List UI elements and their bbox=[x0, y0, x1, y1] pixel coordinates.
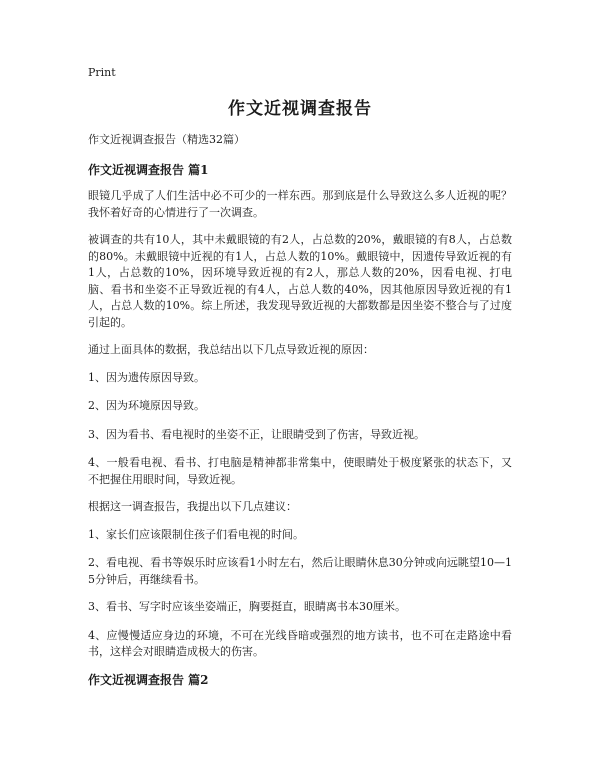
list-item: 2、因为环境原因导致。 bbox=[88, 399, 205, 412]
section-1 bbox=[88, 162, 512, 661]
list-item: 1、家长们应该限制住孩子们看电视的时间。 bbox=[88, 527, 304, 541]
section-2 bbox=[88, 672, 512, 688]
document-title: 作文近视调查报告 bbox=[228, 99, 372, 119]
section-heading: 作文近视调查报告 篇1 bbox=[88, 163, 209, 177]
document-page bbox=[88, 66, 512, 698]
print-label: Print bbox=[88, 66, 116, 79]
paragraph: 眼镜几乎成了人们生活中必不可少的一样东西。那到底是什么导致这么多人近视的呢？我怀着好奇的心情进行了一次调查。 bbox=[88, 189, 512, 219]
document-subtitle: 作文近视调查报告（精选32篇） bbox=[88, 133, 245, 146]
paragraph: 根据这一调查报告，我提出以下几点建议： bbox=[88, 500, 297, 513]
list-item: 4、应慢慢适应身边的环境，不可在光线昏暗或强烈的地方读书，也不可在走路途中看书，这样会对眼睛造成极大的伤害。 bbox=[88, 628, 512, 658]
list-item: 3、因为看书、看电视时的坐姿不正，让眼睛受到了伤害，导致近视。 bbox=[88, 427, 425, 441]
paragraph: 被调查的共有10人，其中未戴眼镜的有2人，占总数的20%，戴眼镜的有8人，占总数的80%。未戴眼镜中近视的有1人，占总人数的10%。戴眼镜中，因遗传导致近视的有1人，占总数的10%，因环境导致近视的有2人，那总人数的20%，因看电视、打电脑、看书和坐姿不正导致近视的有4人，占总人数的40%，因其他原因导致近视的有1人，占总人数的10%。综上所述，我发现导致近视的大都数都是因坐姿不整合与了过度引起的。 bbox=[88, 233, 512, 329]
list-item: 1、因为遗传原因导致。 bbox=[88, 370, 205, 384]
paragraph: 通过上面具体的数据，我总结出以下几点导致近视的原因： bbox=[88, 343, 374, 356]
list-item: 4、一般看电视、看书、打电脑是精神都非常集中，使眼睛处于极度紧张的状态下，又不把握住用眼时间，导致近视。 bbox=[88, 456, 512, 486]
list-item: 3、看书、写字时应该坐姿端正，胸要挺直，眼睛离书本30厘米。 bbox=[88, 600, 406, 613]
section-heading: 作文近视调查报告 篇2 bbox=[88, 672, 209, 687]
list-item: 2、看电视、看书等娱乐时应该看1小时左右，然后让眼睛休息30分钟或向远眺望10—15分钟后，再继续看书。 bbox=[88, 556, 512, 586]
